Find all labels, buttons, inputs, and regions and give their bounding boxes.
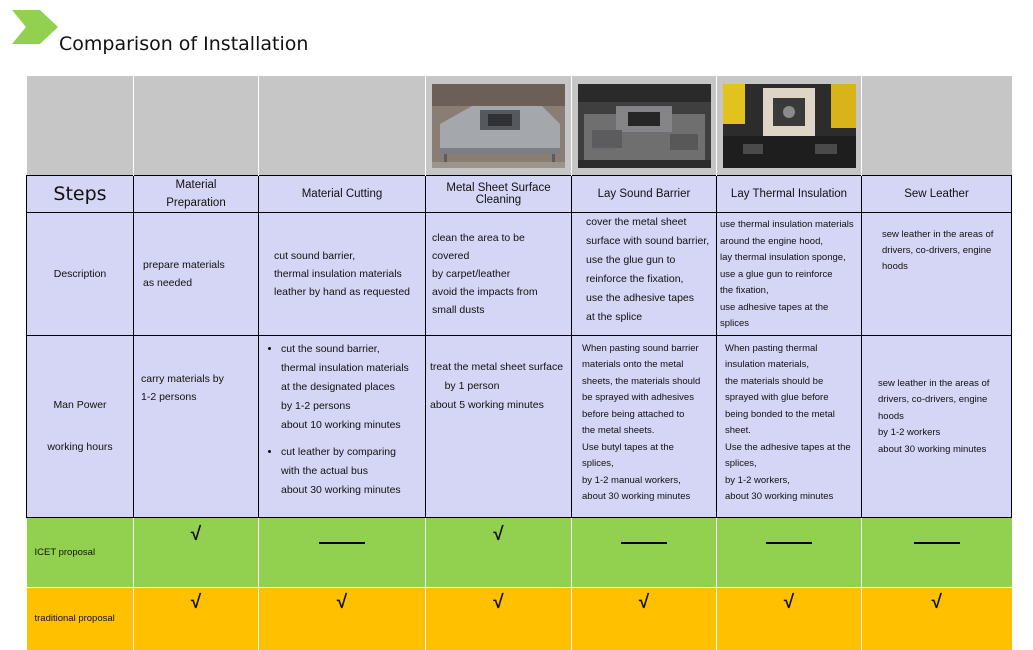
column-header-label: Material Preparation <box>166 179 226 209</box>
list-item: • cut leather by comparing with the actual bus about 30 working minutes <box>281 443 425 500</box>
check-mark-icon: √ <box>426 587 572 650</box>
dash-cell <box>862 517 1012 587</box>
check-mark-icon: √ <box>259 587 426 650</box>
image-row <box>27 76 1012 176</box>
description-metal-sheet-cleaning: clean the area to be covered by carpet/leather avoid the impacts from small dusts <box>432 231 538 316</box>
dash-cell <box>572 517 717 587</box>
image-cell-empty <box>134 76 259 176</box>
image-cell-empty <box>862 76 1012 176</box>
comparison-table <box>26 76 1012 650</box>
check-mark-icon: √ <box>134 587 259 650</box>
page-title: Comparison of Installation <box>59 33 309 55</box>
sound-barrier-photo <box>578 84 711 168</box>
dash-icon <box>766 542 812 544</box>
metal-sheet-floor-photo <box>432 84 565 168</box>
list-item: • cut the sound barrier, thermal insulation materials at the designated places by 1-2 persons about 10 working minutes <box>281 340 425 435</box>
label-spacer <box>27 411 133 441</box>
check-mark-icon: √ <box>134 517 259 587</box>
arrow-chevron-icon <box>12 10 58 44</box>
dash-icon <box>914 542 960 544</box>
column-header-lay-thermal-insulation: Lay Thermal Insulation <box>717 176 862 213</box>
description-material-preparation: prepare materials as needed <box>143 258 225 289</box>
manpower-row <box>27 335 1012 517</box>
dash-cell <box>717 517 862 587</box>
column-header-metal-sheet-cleaning: Metal Sheet Surface Cleaning <box>426 176 572 213</box>
description-material-cutting: cut sound barrier, thermal insulation materials leather by hand as requested <box>274 249 411 298</box>
description-sew-leather: sew leather in the areas of drivers, co-drivers, engine hoods <box>882 229 994 272</box>
check-mark-icon: √ <box>426 517 572 587</box>
dash-icon <box>319 542 365 544</box>
image-cell-metal-sheet <box>426 76 572 176</box>
check-mark-icon: √ <box>717 587 862 650</box>
column-header-lay-sound-barrier: Lay Sound Barrier <box>572 176 717 213</box>
thermal-insulation-photo <box>723 84 856 168</box>
description-lay-thermal-insulation: use thermal insulation materials around the engine hood, lay thermal insulation sponge, use a glue gun to reinforce the fixation, use adhesive tapes at the splices <box>720 219 854 329</box>
manpower-material-preparation: carry materials by 1-2 persons <box>141 372 224 403</box>
icet-proposal-row <box>27 517 1012 587</box>
image-cell-empty <box>259 76 426 176</box>
working-hours-label: working hours <box>47 441 113 453</box>
manpower-label: Man Power <box>53 399 107 411</box>
description-lay-sound-barrier: cover the metal sheet surface with sound barrier, use the glue gun to reinforce the fixation, use the adhesive tapes at the splice <box>586 216 710 323</box>
manpower-lay-thermal-insulation: When pasting thermal insulation materials, the materials should be sprayed with glue before being bonded to the metal sheet. Use the adhesive tapes at the splices, by 1-2 workers, about 30 working minutes <box>725 342 851 502</box>
steps-label: Steps <box>27 176 134 213</box>
image-cell-thermal-insulation <box>717 76 862 176</box>
dash-icon <box>621 542 667 544</box>
manpower-label-cell <box>27 335 134 517</box>
image-cell-empty <box>27 76 134 176</box>
column-header-material-cutting: Material Cutting <box>259 176 426 213</box>
header-row <box>27 176 1012 213</box>
column-header-material-preparation <box>134 176 259 213</box>
manpower-cutting-list <box>259 336 425 500</box>
traditional-proposal-row <box>27 587 1012 650</box>
check-mark-icon: √ <box>862 587 1012 650</box>
image-cell-sound-barrier <box>572 76 717 176</box>
traditional-proposal-label: traditional proposal <box>27 587 134 650</box>
description-label: Description <box>27 213 134 336</box>
manpower-lay-sound-barrier: When pasting sound barrier materials onto the metal sheets, the materials should be sprayed with adhesives before being attached to the metal sheets. Use butyl tapes at the splices, by 1-2 manual workers, about 30 working minutes <box>582 342 701 502</box>
icet-proposal-label: ICET proposal <box>27 517 134 587</box>
manpower-metal-sheet-cleaning: treat the metal sheet surface by 1 person about 5 working minutes <box>430 360 564 411</box>
manpower-sew-leather: sew leather in the areas of drivers, co-drivers, engine hoods by 1-2 workers about 30 working minutes <box>878 377 990 455</box>
column-header-sew-leather: Sew Leather <box>862 176 1012 213</box>
description-row <box>27 213 1012 336</box>
dash-cell <box>259 517 426 587</box>
check-mark-icon: √ <box>572 587 717 650</box>
